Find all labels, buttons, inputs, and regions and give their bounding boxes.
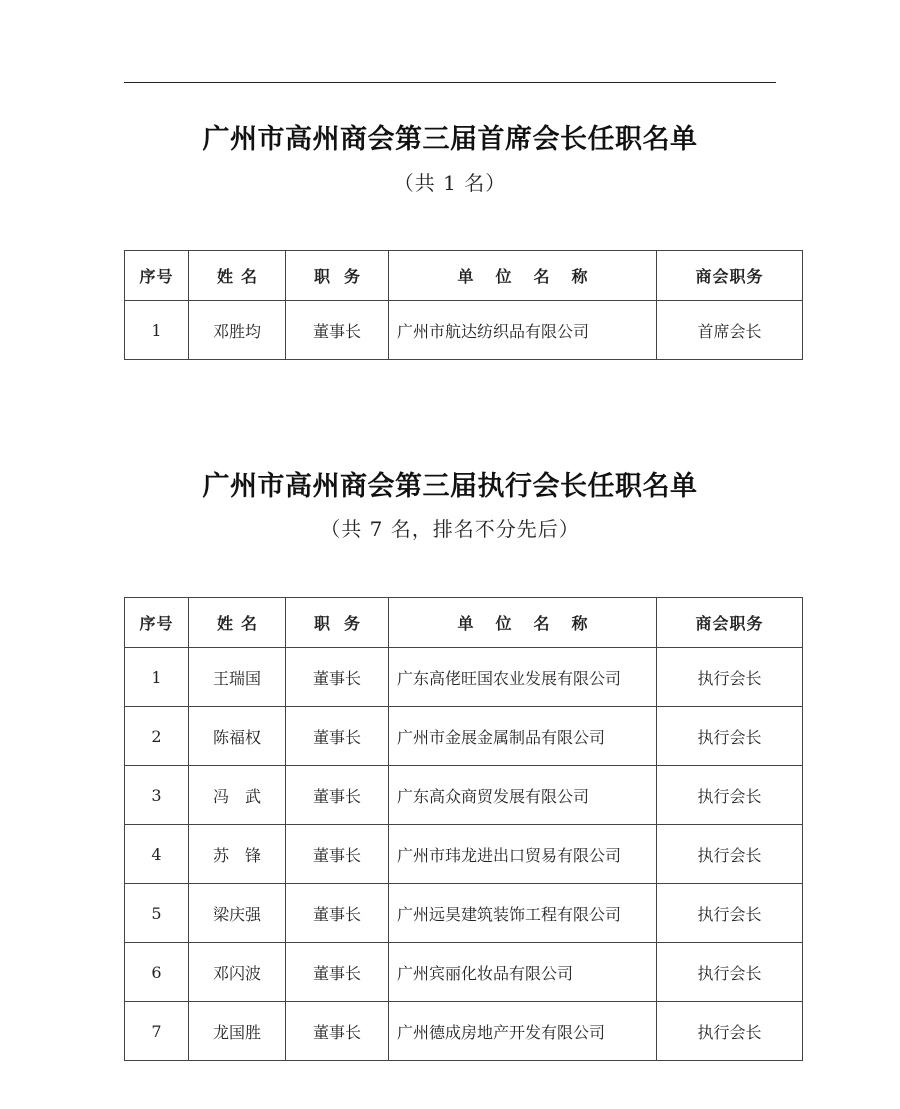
header-name: 姓名 (189, 598, 286, 648)
cell-name: 王瑞国 (189, 648, 286, 707)
cell-position: 董事长 (286, 825, 389, 884)
cell-no: 5 (125, 884, 189, 943)
section1-subtitle: （共 1 名） (393, 171, 507, 195)
cell-no: 6 (125, 943, 189, 1002)
table-row (125, 825, 803, 884)
cell-position: 董事长 (286, 707, 389, 766)
cell-company: 广州市金展金属制品有限公司 (389, 707, 657, 766)
cell-name: 龙国胜 (189, 1002, 286, 1061)
cell-no: 3 (125, 766, 189, 825)
cell-name: 苏 锋 (189, 825, 286, 884)
cell-position: 董事长 (286, 648, 389, 707)
cell-role: 执行会长 (657, 943, 803, 1002)
cell-company: 广州德成房地产开发有限公司 (389, 1002, 657, 1061)
cell-name: 冯 武 (189, 766, 286, 825)
section1-table (124, 250, 803, 360)
section2-title: 广州市高州商会第三届执行会长任职名单 (202, 471, 698, 502)
table-row (125, 707, 803, 766)
cell-role: 执行会长 (657, 884, 803, 943)
cell-role: 执行会长 (657, 825, 803, 884)
section2-subtitle: （共 7 名，排名不分先后） (320, 517, 580, 541)
header-no: 序号 (125, 598, 189, 648)
cell-role: 执行会长 (657, 766, 803, 825)
table-row (125, 648, 803, 707)
header-name: 姓名 (189, 251, 286, 301)
header-role: 商会职务 (657, 251, 803, 301)
cell-name: 邓闪波 (189, 943, 286, 1002)
cell-position: 董事长 (286, 884, 389, 943)
cell-no: 1 (125, 648, 189, 707)
cell-company: 广州市玮龙进出口贸易有限公司 (389, 825, 657, 884)
header-no: 序号 (125, 251, 189, 301)
cell-position: 董事长 (286, 943, 389, 1002)
header-position: 职务 (286, 598, 389, 648)
cell-no: 1 (125, 301, 189, 360)
top-rule (124, 82, 776, 83)
section2-table (124, 597, 803, 1061)
table-row (125, 884, 803, 943)
cell-no: 4 (125, 825, 189, 884)
cell-role: 首席会长 (657, 301, 803, 360)
table-row (125, 301, 803, 360)
cell-name: 邓胜均 (189, 301, 286, 360)
cell-position: 董事长 (286, 301, 389, 360)
cell-company: 广州宾丽化妆品有限公司 (389, 943, 657, 1002)
cell-no: 7 (125, 1002, 189, 1061)
cell-role: 执行会长 (657, 1002, 803, 1061)
section1-title: 广州市高州商会第三届首席会长任职名单 (202, 124, 698, 155)
table-row (125, 766, 803, 825)
cell-company: 广东高众商贸发展有限公司 (389, 766, 657, 825)
cell-position: 董事长 (286, 1002, 389, 1061)
cell-company: 广州市航达纺织品有限公司 (389, 301, 657, 360)
table-row (125, 1002, 803, 1061)
cell-no: 2 (125, 707, 189, 766)
cell-name: 陈福权 (189, 707, 286, 766)
header-role: 商会职务 (657, 598, 803, 648)
header-position: 职务 (286, 251, 389, 301)
cell-role: 执行会长 (657, 707, 803, 766)
cell-company: 广州远昊建筑装饰工程有限公司 (389, 884, 657, 943)
cell-role: 执行会长 (657, 648, 803, 707)
table-header-row (125, 251, 803, 301)
cell-position: 董事长 (286, 766, 389, 825)
cell-name: 梁庆强 (189, 884, 286, 943)
table-header-row (125, 598, 803, 648)
header-company: 单位名称 (389, 598, 657, 648)
cell-company: 广东高佬旺国农业发展有限公司 (389, 648, 657, 707)
table-row (125, 943, 803, 1002)
header-company: 单位名称 (389, 251, 657, 301)
